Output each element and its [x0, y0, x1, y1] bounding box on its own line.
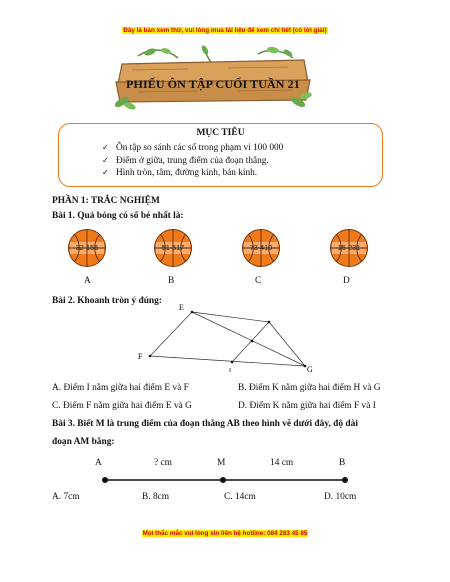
answer-option: A. Điểm I nằm giữa hai điểm E và F — [52, 383, 189, 393]
ball-value: 51 517 — [161, 243, 185, 252]
ball-value: 32 155 — [75, 243, 99, 252]
q3-prompt-line1: Bài 3. Biết M là trung điểm của đoạn thẳng AB theo hình vẽ dưới đây, độ dài — [52, 419, 358, 429]
goal-item — [102, 155, 283, 168]
checkmark-icon: ✓ — [102, 143, 109, 152]
ball-option-letter: D — [343, 276, 350, 286]
hotline-notice-text: Mọi thắc mắc vui lòng xin liên hệ hotline: 084 283 45 85 — [142, 530, 308, 537]
goal-item-text: Điểm ở giữa, trung điểm của đoạn thẳng. — [116, 155, 269, 166]
part1-heading: PHẦN 1: TRẮC NGHIỆM — [52, 196, 160, 206]
ball-option-letter: B — [168, 276, 175, 286]
goal-item — [102, 142, 283, 155]
goals-heading: MỤC TIÊU — [196, 128, 245, 138]
ball-option-letter: C — [255, 276, 262, 286]
checkmark-icon: ✓ — [102, 155, 109, 165]
point-label: I — [229, 368, 231, 374]
worksheet-title: PHIẾU ÔN TẬP CUỐI TUẦN 21 — [126, 77, 300, 91]
answer-option: B. Điểm K nằm giữa hai điểm H và G — [238, 383, 381, 393]
q1-prompt: Bài 1. Quả bóng có số bé nhất là: — [52, 211, 184, 221]
point-label: G — [307, 365, 313, 374]
segment-label: 14 cm — [270, 458, 294, 468]
segment-label: M — [217, 458, 226, 468]
preview-notice-text: Đây là bản xem thử, vui lòng mua tài liệu để xem chi tiết (có lời giải) — [123, 27, 327, 34]
q2-prompt: Bài 2. Khoanh tròn ý đúng: — [52, 296, 162, 306]
q3-prompt-line2: đoạn AM bằng: — [52, 437, 115, 447]
answer-option: C. Điểm F nằm giữa hai điểm E và G — [52, 401, 192, 411]
segment-figure — [95, 470, 355, 490]
point-label: E — [179, 304, 184, 312]
answer-option: B. 8cm — [142, 492, 170, 502]
segment-label: A — [95, 458, 102, 468]
hotline-notice — [0, 530, 450, 537]
answer-option: C. 14cm — [224, 492, 256, 502]
goals-list — [102, 142, 283, 180]
checkmark-icon: ✓ — [102, 168, 109, 177]
ball-option-letter: A — [84, 276, 91, 286]
segment-label: B — [339, 458, 346, 468]
point-label: F — [138, 352, 143, 361]
answer-option: D. Điểm K nằm giữa hai điểm F và I — [238, 401, 376, 411]
preview-notice — [0, 27, 450, 34]
segment-label: ? cm — [154, 458, 172, 468]
goal-item — [102, 167, 283, 180]
answer-option: D. 10cm — [324, 492, 357, 502]
goal-item-text: Hình tròn, tâm, đường kính, bán kính. — [116, 168, 258, 178]
ball-value: 15 231 — [337, 243, 361, 252]
goal-item-text: Ôn tập so sánh các số trong phạm vi 100 000 — [116, 143, 284, 153]
ball-value: 73 410 — [249, 243, 273, 252]
geometry-figure — [135, 304, 325, 374]
answer-option: A. 7cm — [52, 492, 80, 502]
